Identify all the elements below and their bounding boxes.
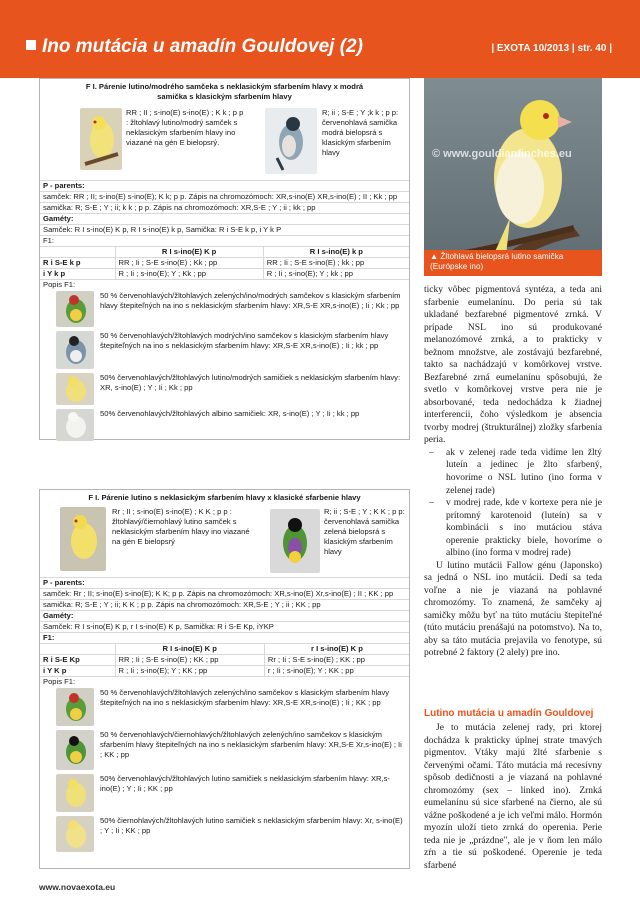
gametes-label: Gaméty: — [40, 610, 409, 621]
parents-male: samček: Rr ; II; s-ino(E) s-ino(E); K K; p p. Zápis na chromozómoch: XR,s-ino(E) Xr,s-ino(E) ; II ; KK ; pp — [40, 588, 409, 599]
popis-label: Popis F1: — [40, 676, 409, 687]
table-header-cell: r I s-ino(E) K p — [264, 644, 409, 655]
black-head-male-photo — [56, 730, 94, 770]
table-cell: RR ; Ii ; S-E s-ino(E) ; KK ; pp — [115, 655, 264, 666]
description-text: 50% červenohlavých/žltohlavých lutino/modrých samičiek s neklasickým sfarbením hlavy: XR, s-ino(E) ; Y ; Ii ; Kk ; pp — [100, 373, 401, 393]
description-item — [40, 372, 409, 408]
section-heading: Lutino mutácia u amadín Gouldovej — [424, 708, 594, 719]
description-text: 50 % červenohlavých/žltohlavých zelených/ino samčekov s klasickým sfarbením hlavy štepiteľných na ino s neklasickým sfarbením hlavy: XR,S-E XR,s-ino(E) ; Ii ; KK ; pp — [100, 688, 390, 708]
article-paragraph: Je to mutácia zelenej rady, pri ktorej dochádza k prakticky úplnej strate tmavých pigmentov. Vtáky majú žlté sfarbenie s červenými očami. Táto mutácia má recesívny spôsob dedičnosti a je viazaná na pohlavné chromozómy (sex – linked ino). Zrnká eumelanínu sú sice sfarbené na čierno, ale sú vážne poškodené a je ich veľmi málo. Hormón myozín uloží tieto zrnká do operenia. Perie teda nie je „prázdne", ale je v ňom len málo zŕn a tie sú poškodené. Operenie je teda sfarbené — [424, 723, 602, 871]
parents-label: P - parents: — [40, 180, 409, 191]
parents-row — [40, 505, 409, 577]
article-column-bottom — [424, 722, 602, 872]
table-row — [40, 269, 409, 280]
table-cell: R ; Ii ; s-ino(E); Y ; Kk ; pp — [115, 269, 263, 280]
table-header-cell — [40, 644, 115, 655]
table-header-cell: R I s-ino(E) K p — [115, 644, 264, 655]
description-item — [40, 290, 409, 330]
footer-url: www.novaexota.eu — [39, 882, 116, 892]
lutino-female-photo — [56, 774, 94, 812]
description-text: 50 % červenohlavých/žltohlavých zelených/ino/modrých samčekov s klasickým sfarbením hlavy štepiteľných na ino s neklasickým sfarbením hlavy: XR,S-E XR,s-ino(E) ; Ii ; Kk ; pp — [100, 291, 401, 311]
description-text: 50 % červenohlavých/žltohlavých modrých/ino samčekov s klasickým sfarbením hlavy štepiteľných na ino s neklasickým sfarbením hlavy: XR,S-E XR,s-ino(E) ; Ii ; kk ; pp — [100, 331, 389, 351]
green-male-photo — [56, 688, 94, 726]
list-item: – ak v zelenej rade teda vidíme len žltý luteín a jedinec je žlto sfarbený, hovoríme o NSL lutino (ino forma v zelenej rade) — [424, 447, 602, 497]
table-cell: r ; Ii ; s-ino(E); Y ; KK ; pp — [264, 666, 409, 677]
lutino-female-photo — [56, 816, 94, 852]
blue-male-photo — [56, 331, 94, 369]
f1-label: F1: — [40, 235, 409, 246]
table-row — [40, 666, 409, 677]
lutino-female-photo — [56, 373, 94, 405]
female-description: R; ii ; S-E ; Y ;k k ; p p: červenohlavá samička modrá bielopsrá s klasickým sfarbením hlavy — [322, 108, 399, 158]
table-cell: R ; Ii ; s-ino(E); Y ; kk ; pp — [263, 269, 409, 280]
green-male-photo — [56, 291, 94, 327]
table-header-cell: R I s-ino(E) k p — [263, 247, 409, 258]
male-description: Rr ; II ; s-ino(E) s-ino(E) ; K K ; p p : žltohlavý/čiernohlavý lutino samček s neklasickým sfarbením hlavy ino viazané na gén E bielopsrý — [112, 507, 250, 547]
list-item: – v modrej rade, kde v kortexe pera nie je prítomný karotenoid (luteín) sa v kombinácii s ino mutáciou stáva operenie prakticky biele, hovoríme o albino (ino forma v modrej rade) — [424, 497, 602, 560]
description-item — [40, 815, 409, 855]
popis-label: Popis F1: — [40, 279, 409, 290]
description-text: 50 % červenohlavých/čiernohlavých/žltohlavých zelených/ino samčekov s klasickým sfarbením hlavy štepiteľných na ino s neklasickým sfarbením hlavy: XR,S-E Xr,s-ino(E) ; Ii ; KK ; pp — [100, 730, 402, 759]
parents-row — [40, 104, 409, 180]
gametes-label: Gaméty: — [40, 213, 409, 224]
blue-female-photo — [265, 108, 317, 174]
description-item — [40, 687, 409, 729]
page-header — [0, 0, 640, 78]
table-cell: Rr ; Ii ; S-E s-ino(E) ; KK ; pp — [264, 655, 409, 666]
genetics-table-2 — [39, 489, 410, 869]
article-paragraph: ticky vôbec pigmentová syntéza, a teda ani sfarbenie eumelanínu. Do peria sú tak ukladané bezfarebné pigmentové zrnká. V prípade NSL ino sú produkované melanozómové zrnká, a to prakticky v bežnom množstve, ale zostávajú bezfarebné, takto sa nachádzajú v komôrkovej vrstve. Bezfarebné zrná eumelanínu spôsobujú, že svetlo v komôrkovej vrstve pera nie je absorbované, teda nedochádza k žiadnej interferencii, čoho výsledkom je absencia tvorby modrej (štrukturálnej) zložky sfarbenia peria. — [424, 285, 602, 446]
article-list — [424, 447, 602, 560]
albino-female-photo — [56, 409, 94, 441]
table-row — [40, 655, 409, 666]
table-header-row — [40, 644, 409, 655]
description-item — [40, 729, 409, 773]
lutino-male-photo — [60, 507, 106, 571]
table-header-cell: R I s-ino(E) K p — [115, 247, 263, 258]
description-item — [40, 330, 409, 372]
page-title: Ino mutácia u amadín Gouldovej (2) — [26, 36, 363, 58]
article-column-top — [424, 284, 602, 660]
gametes: Samček: R I s-ino(E) K p, r I s-ino(E) K p, Samička: R i S-E Kp, iYKP — [40, 621, 409, 632]
genetics-table-1 — [39, 78, 410, 440]
female-description: R; ii ; S-E ; Y ; K K ; p p: červenohlavá samička zelená bielopsrá s klasickým sfarbením hlavy — [324, 507, 405, 557]
gametes: Samček: R I s-ino(E) K p, R I s-ino(E) k p, Samička: R i S-E k p, i Y k P — [40, 224, 409, 235]
table-cell: i Y K p — [40, 666, 115, 677]
article-paragraph: U lutino mutácii Fallow génu (Japonsko) sa jedná o NSL ino mutácii. Dedí sa teda voľne a nie je viazaná na pohlavné chromozómy. To znamená, že samčeky aj samičky môžu byť na túto mutáciu štepiteľné (túto mutáciu prenášajú na potomstvo). Na to, aby sa táto mutácia prejavila vo fenotype, sú potrebné 2 faktory (2 alely) pre ino. — [424, 560, 602, 659]
description-item — [40, 773, 409, 815]
f1-table — [40, 246, 409, 279]
description-text: 50% červenohlavých/žltohlavých albino samičiek: XR, s-ino(E) ; Y ; Ii ; kk ; pp — [100, 409, 360, 419]
description-item — [40, 408, 409, 444]
lutino-male-photo — [80, 108, 122, 170]
table-header-cell — [40, 247, 115, 258]
description-text: 50% čiernohlavých/žltohlavých lutino samičiek s neklasickým sfarbením hlavy: Xr, s-ino(E) ; Y ; Ii ; KK ; pp — [100, 816, 403, 836]
table-title: F I. Párenie lutino/modrého samčeka s neklasickým sfarbením hlavy x modrá samička s klasickým sfarbením hlavy — [85, 82, 364, 102]
lutino-female-large-photo — [424, 78, 602, 276]
male-description: RR ; II ; s-ino(E) s-ino(E) ; K k ; p p : žltohlavý lutino/modrý samček s neklasickým sfarbením hlavy ino viazané na gén E bielopsrý. — [126, 108, 244, 148]
table-cell: R ; Ii ; s-ino(E); Y ; KK ; pp — [115, 666, 264, 677]
f1-table — [40, 643, 409, 676]
f1-label: F1: — [40, 632, 409, 643]
description-text: 50% červenohlavých/žltohlavých lutino samičiek s neklasickým sfarbením hlavy: XR,s-ino(E) ; Y ; Ii ; KK ; pp — [100, 774, 390, 794]
table-cell: RR ; Ii ; S-E s-ino(E) ; Kk ; pp — [115, 258, 263, 269]
table-cell: R i S-E k p — [40, 258, 115, 269]
parents-male: samček: RR ; II; s-ino(E) s-ino(E); K k; p p. Zápis na chromozómoch: XR,s-ino(E) XR,s-ino(E) ; II ; Kk ; pp — [40, 191, 409, 202]
table-header-row — [40, 247, 409, 258]
parents-female: samička: R; S-E ; Y ; ii; k k ; p p. Zápis na chromozómoch: XR,S-E ; Y ; ii ; kk ; pp — [40, 202, 409, 213]
parents-label: P - parents: — [40, 577, 409, 588]
watermark: © www.gouldianfinches.eu — [432, 148, 572, 160]
table-cell: R i S-E Kp — [40, 655, 115, 666]
parents-female: samička: R; S-E ; Y ; ii; K K ; p p. Zápis na chromozómoch: XR,S-E ; Y ; ii ; KK ; pp — [40, 599, 409, 610]
table-cell: RR ; Ii ; S-E s-ino(E) ; kk ; pp — [263, 258, 409, 269]
triangle-icon: ▲ — [430, 252, 439, 261]
table-row — [40, 258, 409, 269]
table-title: F I. Párenie lutino s neklasickým sfarbením hlavy x klasické sfarbenie hlavy — [88, 493, 361, 502]
table-cell: i Y k p — [40, 269, 115, 280]
green-female-photo — [270, 509, 320, 573]
photo-caption: ▲ Žltohlavá bielopsrá lutino samička (Európske ino) — [424, 250, 602, 276]
issue-info: | EXOTA 10/2013 | str. 40 | — [491, 43, 612, 54]
